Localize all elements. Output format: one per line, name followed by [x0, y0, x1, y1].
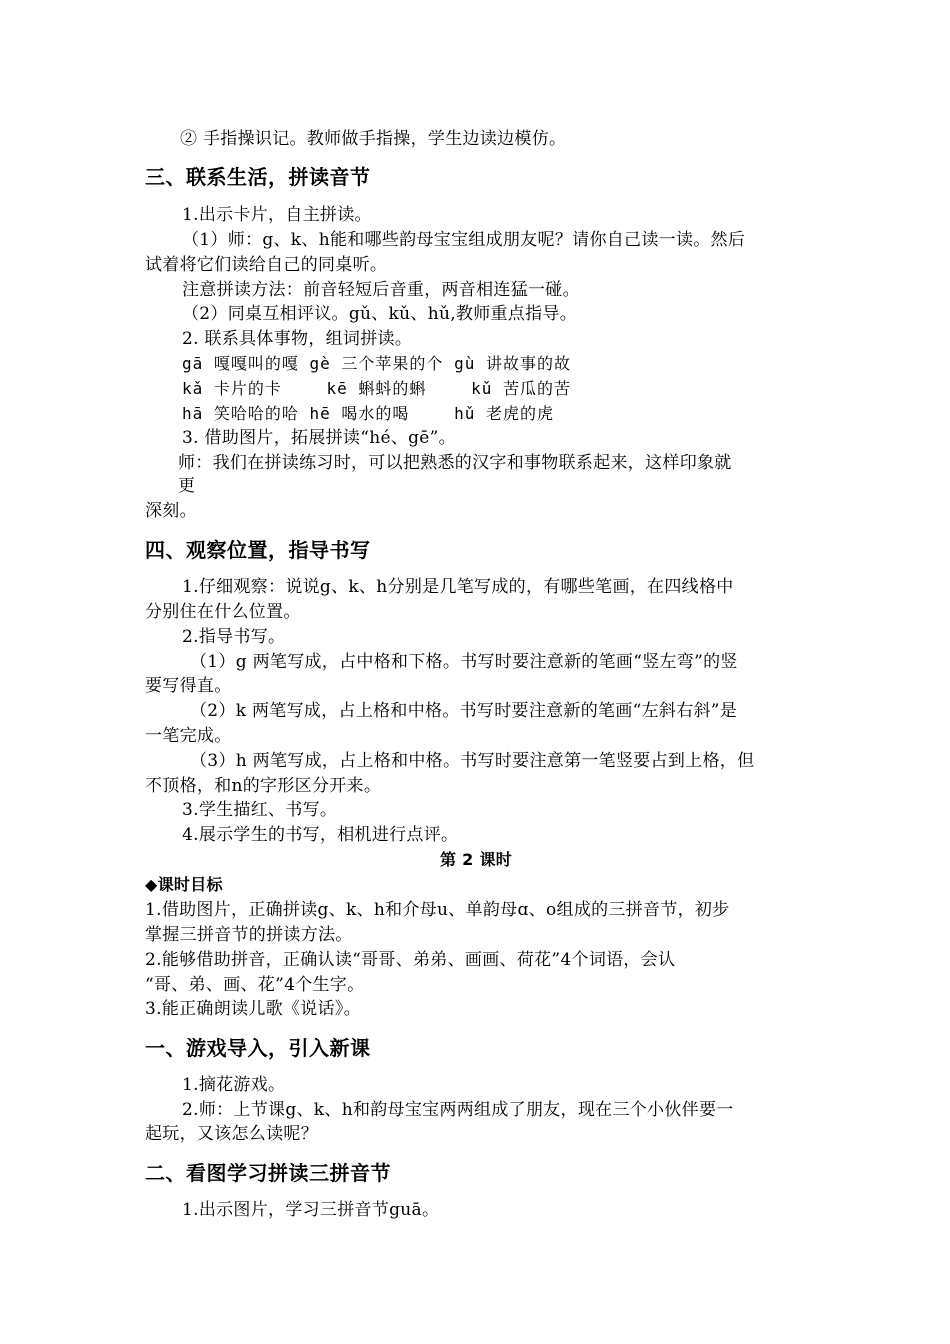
text-line: 1.借助图片，正确拼读g、k、h和介母u、单韵母ɑ、o组成的三拼音节，初步: [145, 900, 730, 920]
text-line: （1）师：g、k、h能和哪些韵母宝宝组成朋友呢？请你自己读一读。然后: [182, 230, 746, 250]
section-heading: 三、联系生活，拼读音节: [145, 165, 371, 189]
text-line: 不顶格，和n的字形区分开来。: [145, 776, 382, 796]
text-line: 3.能正确朗读儿歌《说话》。: [145, 999, 361, 1019]
text-line: 1.出示图片，学习三拼音节guā。: [182, 1200, 440, 1220]
text-line: 起玩，又该怎么读呢？: [145, 1124, 318, 1144]
text-line: ② 手指操识记。教师做手指操，学生边读边模仿。: [180, 129, 567, 149]
text-line: 2. 联系具体事物，组词拼读。: [182, 329, 413, 349]
section-heading: 一、游戏导入，引入新课: [145, 1036, 371, 1060]
text-line: 更: [178, 476, 196, 496]
text-line: 掌握三拼音节的拼读方法。: [145, 925, 353, 945]
text-line: 要写得直。: [145, 676, 232, 696]
text-line: 3. 借助图片，拓展拼读“hé、gē”。: [182, 428, 456, 448]
text-line: （1）g 两笔写成，占中格和下格。书写时要注意新的笔画“竖左弯”的竖: [190, 652, 738, 672]
text-line: 1.摘花游戏。: [182, 1075, 286, 1095]
text-line: 试着将它们读给自己的同桌听。: [145, 255, 388, 275]
text-line: （2）k 两笔写成，占上格和中格。书写时要注意新的笔画“左斜右斜”是: [190, 701, 738, 721]
pinyin-word-row: kǎ 卡片的卡 kē 蝌蚪的蝌 kǔ 苦瓜的苦: [182, 379, 571, 398]
text-line: 一笔完成。: [145, 726, 232, 746]
text-line: （3）h 两笔写成，占上格和中格。书写时要注意第一笔竖要占到上格，但: [190, 751, 755, 771]
text-line: 注意拼读方法：前音轻短后音重，两音相连猛一碰。: [182, 280, 580, 300]
pinyin-word-row: hā 笑哈哈的哈 hē 喝水的喝 hǔ 老虎的虎: [182, 404, 554, 423]
lesson-period-title: 第 2 课时: [440, 850, 513, 869]
text-line: 4.展示学生的书写，相机进行点评。: [182, 825, 459, 845]
text-line: 3.学生描红、书写。: [182, 800, 338, 820]
lesson-goals-heading: ◆课时目标: [145, 875, 223, 894]
text-line: 师：我们在拼读练习时，可以把熟悉的汉字和事物联系起来，这样印象就: [178, 453, 732, 473]
pinyin-word-row: gā 嘎嘎叫的嘎 gè 三个苹果的个 gù 讲故事的故: [182, 354, 571, 373]
text-line: 分别住在什么位置。: [145, 602, 301, 622]
text-line: 2.能够借助拼音，正确认读“哥哥、弟弟、画画、荷花”4个词语，会认: [145, 950, 676, 970]
text-line: 深刻。: [145, 501, 197, 521]
section-heading: 四、观察位置，指导书写: [145, 538, 371, 562]
text-line: 1.仔细观察：说说g、k、h分别是几笔写成的，有哪些笔画，在四线格中: [182, 577, 734, 597]
text-line: “哥、弟、画、花”4个生字。: [145, 975, 365, 995]
text-line: 2.指导书写。: [182, 627, 286, 647]
text-line: （2）同桌互相评议。gǔ、kǔ、hǔ,教师重点指导。: [182, 304, 577, 324]
text-line: 1.出示卡片，自主拼读。: [182, 205, 372, 225]
text-line: 2.师：上节课g、k、h和韵母宝宝两两组成了朋友，现在三个小伙伴要一: [182, 1100, 734, 1120]
section-heading: 二、看图学习拼读三拼音节: [145, 1161, 391, 1185]
